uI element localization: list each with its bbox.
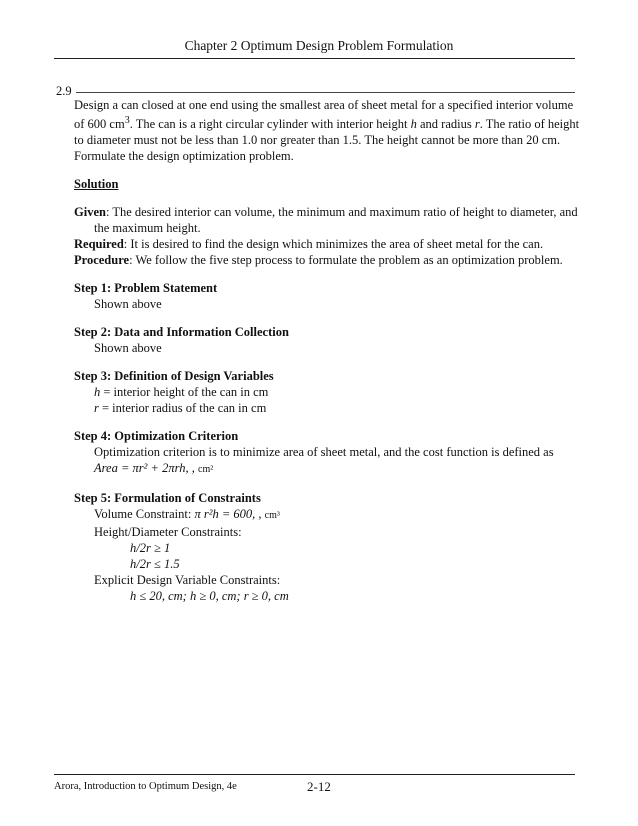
page-content [74, 97, 584, 604]
step5-hd-1: h/2r ≥ 1 [130, 541, 171, 556]
step5-title: Step 5: Formulation of Constraints [74, 491, 261, 506]
step5-explicit: h ≤ 20, cm; h ≥ 0, cm; r ≥ 0, cm [130, 589, 289, 604]
page-number: 2-12 [307, 779, 331, 794]
step5-hd-label: Height/Diameter Constraints: [94, 525, 242, 540]
problem-statement: Design a can closed at one end using the smallest area of sheet metal for a specified interior volume of 600 $cm^3$. The can is a right circular cylinder with interior height h and radius r. The ratio of height to diameter must not be less than 1.0 nor greater than 1.5. The height cannot be more than 20 cm. Formulate the design optimization problem. [74, 98, 580, 164]
step3-title: Step 3: Definition of Design Variables [74, 369, 274, 384]
header-rule [54, 58, 575, 59]
step2-title: Step 2: Data and Information Collection [74, 325, 289, 340]
step5-hd-2: h/2r ≤ 1.5 [130, 557, 180, 572]
step4-title: Step 4: Optimization Criterion [74, 429, 239, 444]
step4-body: Optimization criterion is to minimize area of sheet metal, and the cost function is defined as [94, 445, 554, 460]
procedure-paragraph: Procedure: We follow the five step process to formulate the problem as an optimization problem. [74, 253, 563, 268]
solution-heading: Solution [74, 177, 119, 192]
problem-line [76, 92, 575, 93]
step1-title: Step 1: Problem Statement [74, 281, 218, 296]
footer-source: Arora, Introduction to Optimum Design, 4e [54, 781, 237, 792]
footer-rule [54, 774, 575, 775]
required-paragraph: Required: It is desired to find the design which minimizes the area of sheet metal for the can. [74, 237, 544, 252]
step2-body: Shown above [94, 341, 162, 356]
step3-h-def: h = interior height of the can in cm [94, 385, 269, 400]
problem-number-row [56, 84, 575, 98]
step5-explicit-label: Explicit Design Variable Constraints: [94, 573, 281, 588]
step3-r-def: r = interior radius of the can in cm [94, 401, 267, 416]
step5-volume: Volume Constraint: π r²h = 600, , cm³ [94, 507, 280, 522]
step4-formula: Area = πr² + 2πrh, , cm² [94, 461, 214, 476]
page-header: Chapter 2 Optimum Design Problem Formulation [184, 38, 454, 53]
given-paragraph: Given: The desired interior can volume, the minimum and maximum ratio of height to diameter, and the maximum height. [74, 205, 578, 236]
problem-number: 2.9 [56, 84, 72, 98]
step1-body: Shown above [94, 297, 162, 312]
